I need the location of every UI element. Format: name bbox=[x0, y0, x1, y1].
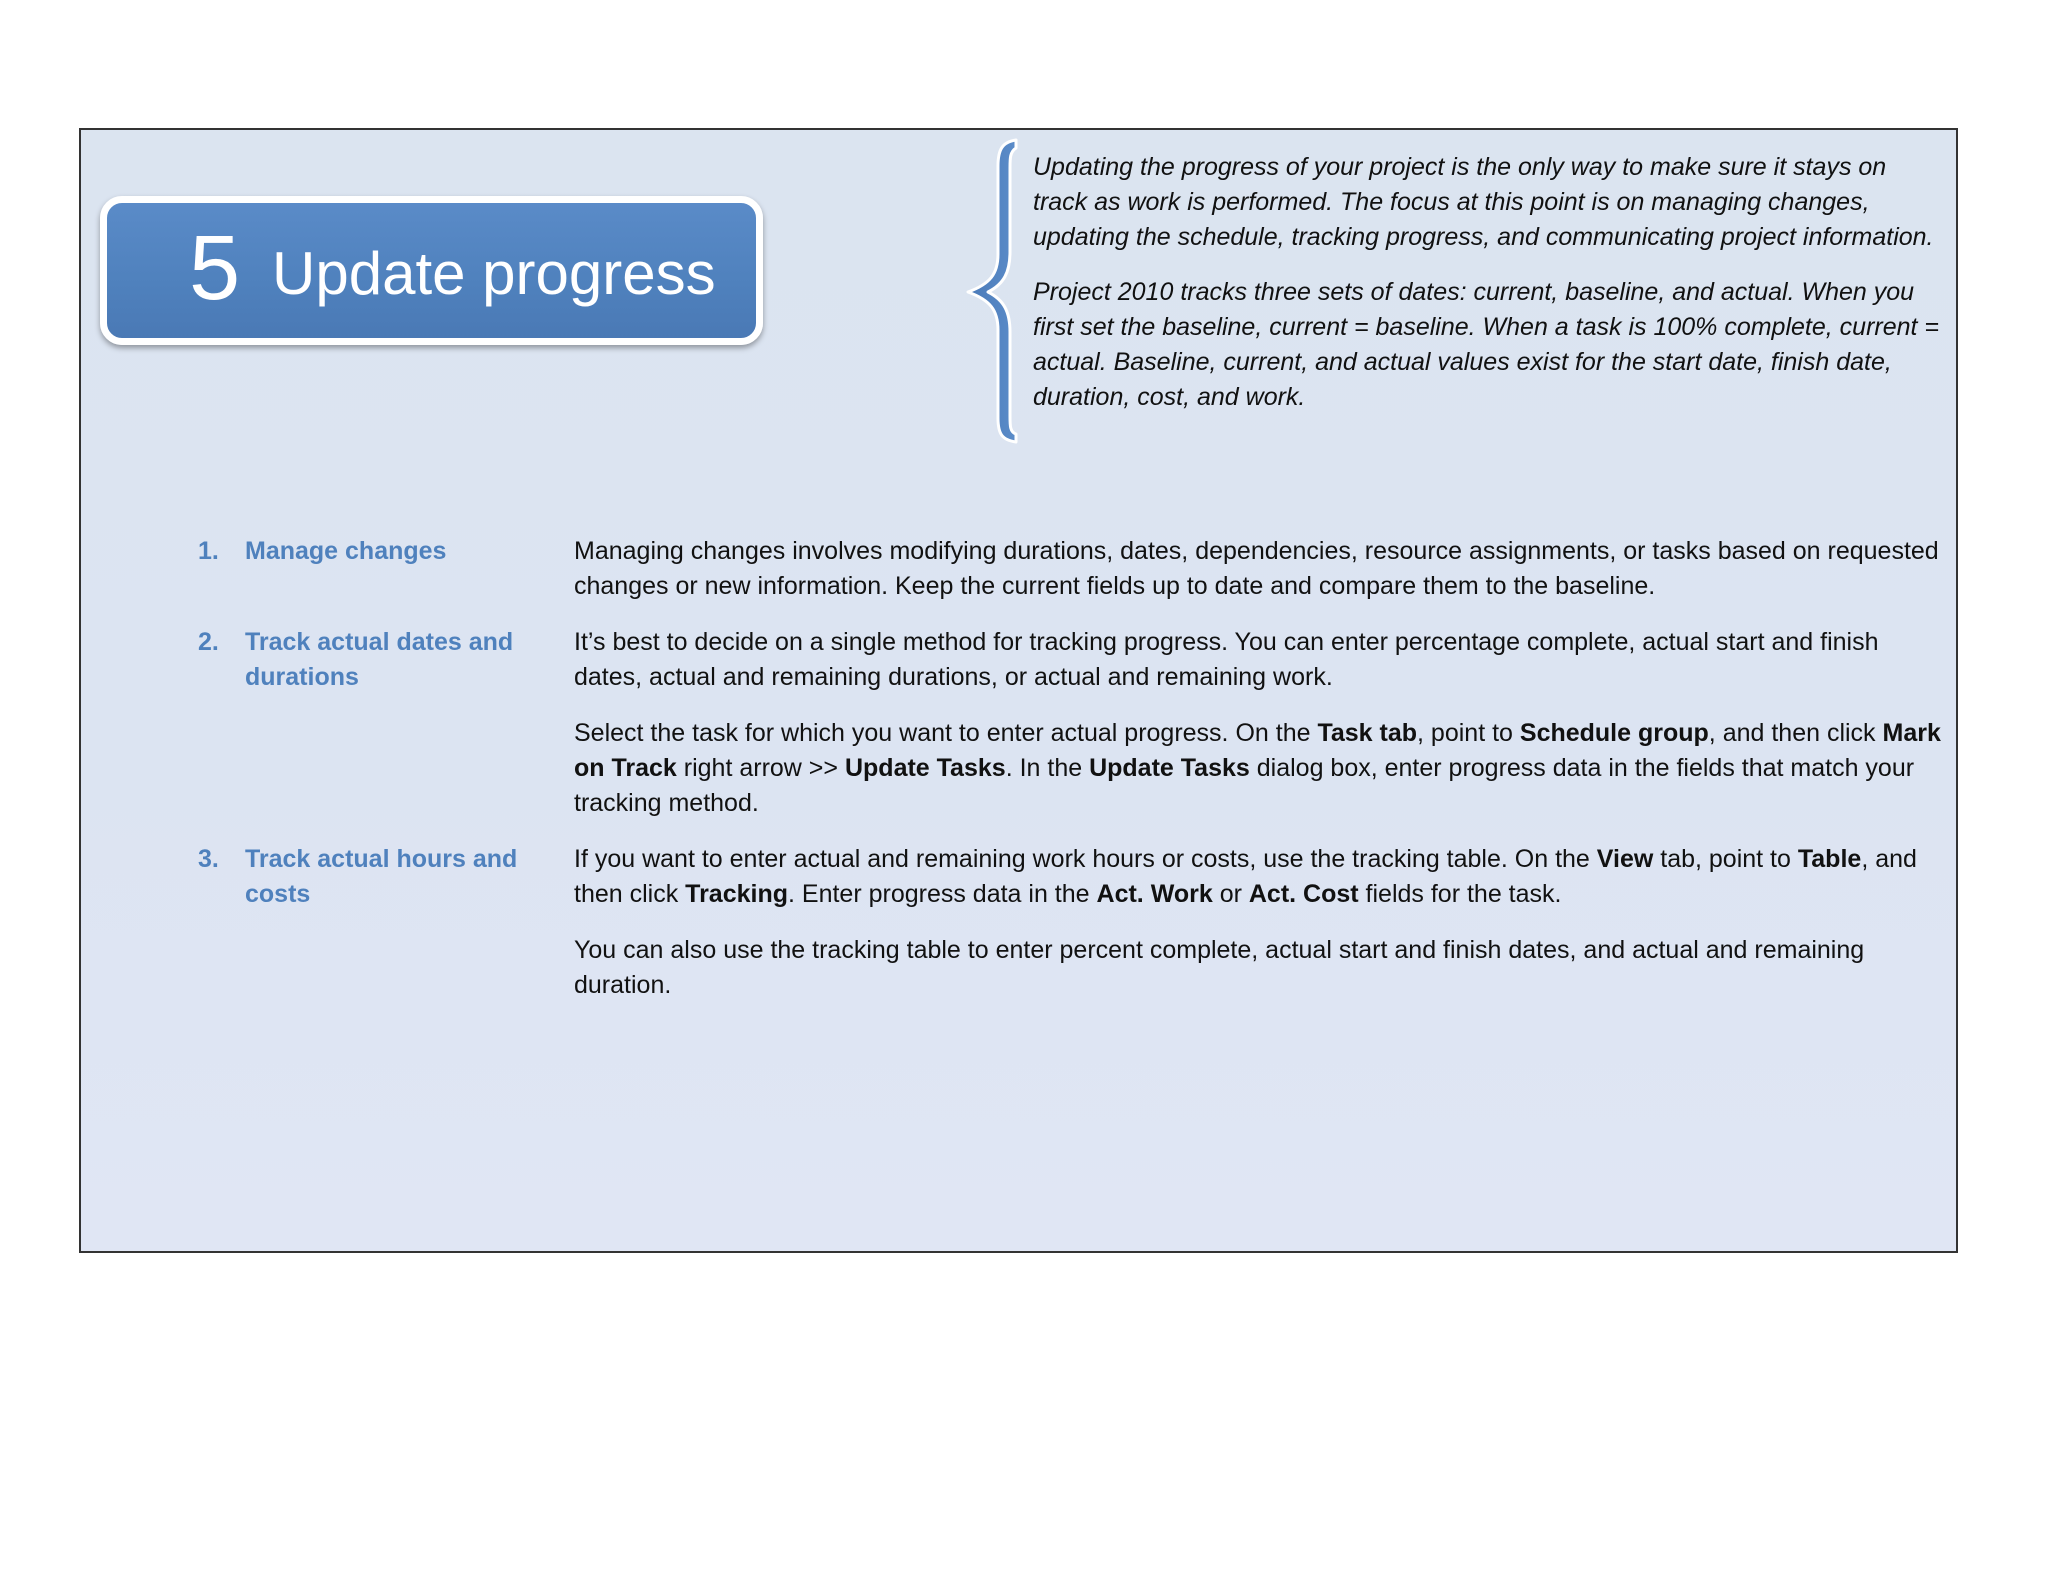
step-paragraph: It’s best to decide on a single method for tracking progress. You can enter percentage complete, actual start and finish dates, actual and remaining durations, or actual and remaining work. bbox=[574, 628, 1879, 691]
intro-text bbox=[1033, 150, 1943, 435]
step-body bbox=[574, 625, 1946, 821]
step-track-hours bbox=[198, 842, 1946, 1003]
intro-paragraph: Updating the progress of your project is the only way to make sure it stays on track as work is performed. The focus at this point is on managing changes, updating the schedule, tracking progress, and communicating project information. bbox=[1033, 153, 1934, 251]
section-title-badge bbox=[100, 196, 763, 345]
step-title: Manage changes bbox=[245, 537, 447, 565]
step-paragraph: Select the task for which you want to enter actual progress. On the Task tab, point to Schedule group, and then click Mark on Track right arrow >> Update Tasks. In the Update Tasks dialog box, enter progress data in the fields that match your tracking method. bbox=[574, 719, 1941, 817]
step-paragraph: If you want to enter actual and remaining work hours or costs, use the tracking table. On the View tab, point to Table, and then click Tracking. Enter progress data in the Act. Work or Act. Cost fields for the task. bbox=[574, 845, 1917, 908]
step-paragraph: Managing changes involves modifying durations, dates, dependencies, resource assignments, or tasks based on requested changes or new information. Keep the current fields up to date and compare them to the baseline. bbox=[574, 537, 1939, 600]
step-body bbox=[574, 534, 1946, 604]
section-title: Update progress bbox=[272, 240, 716, 307]
step-body bbox=[574, 842, 1946, 1003]
intro-paragraph: Project 2010 tracks three sets of dates: current, baseline, and actual. When you first set the baseline, current = baseline. When a task is 100% complete, current = actual. Baseline, current, and actual values exist for the start date, finish date, duration, cost, and work. bbox=[1033, 278, 1940, 411]
step-paragraph: You can also use the tracking table to enter percent complete, actual start and finish dates, and actual and remaining duration. bbox=[574, 936, 1865, 999]
step-number: 1. bbox=[198, 537, 219, 565]
step-manage-changes bbox=[198, 534, 1946, 604]
steps-list bbox=[198, 534, 1946, 1024]
step-number: 2. bbox=[198, 628, 219, 656]
left-brace-icon bbox=[960, 136, 1020, 446]
section-number: 5 bbox=[189, 217, 241, 319]
step-title: Track actual hours and costs bbox=[245, 845, 518, 908]
step-number: 3. bbox=[198, 845, 219, 873]
step-track-dates bbox=[198, 625, 1946, 821]
step-title: Track actual dates and durations bbox=[245, 628, 514, 691]
